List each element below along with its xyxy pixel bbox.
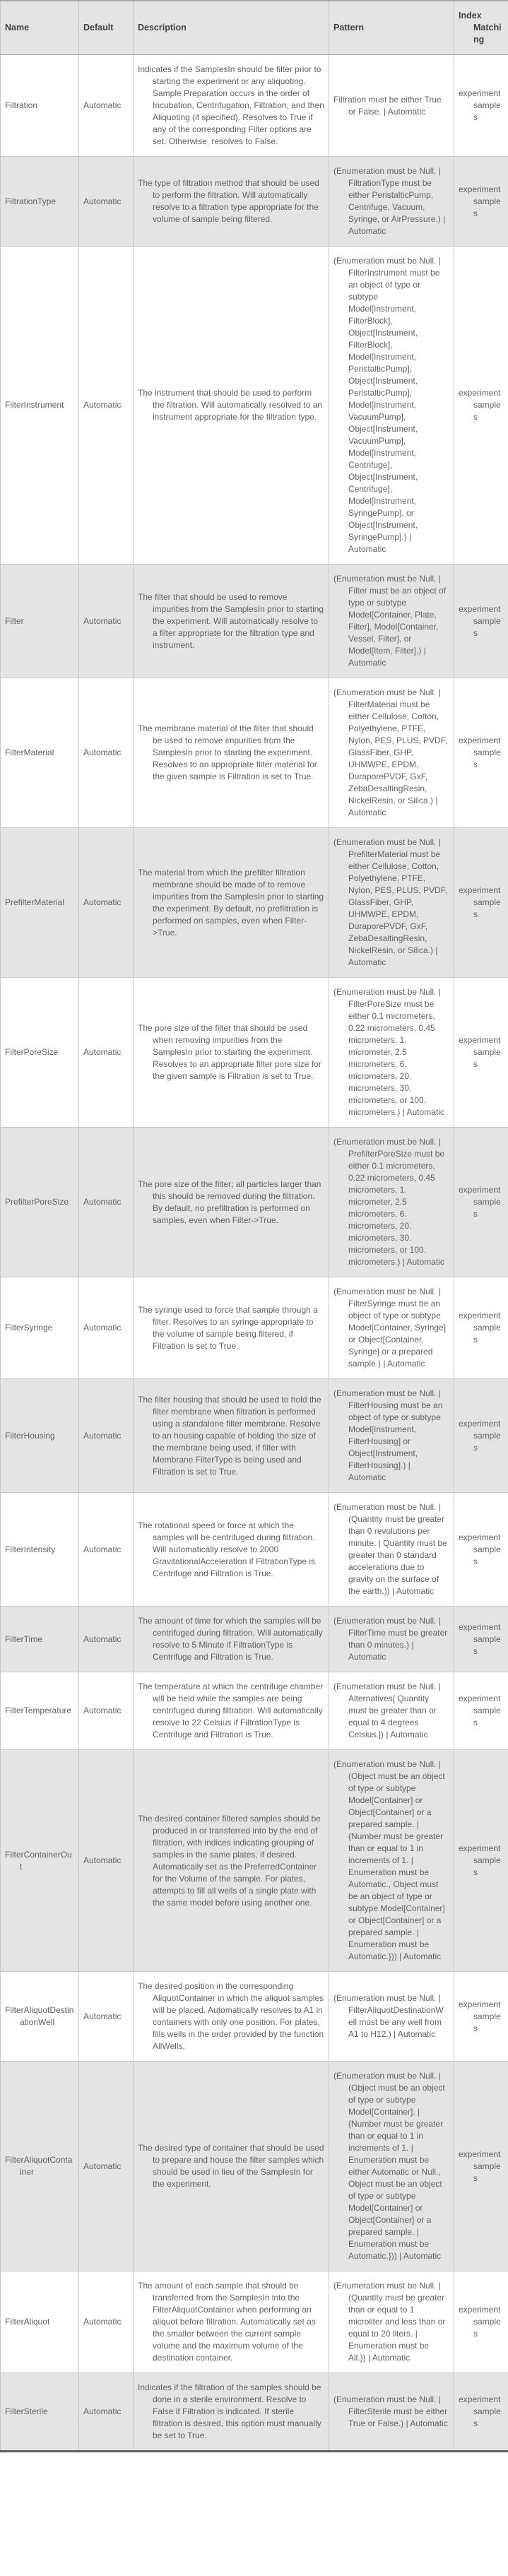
cell-index-matching [454,1750,508,1972]
cell-name-text: FilterSyringe [5,1323,53,1333]
cell-index-matching-text: experiment samples [459,2394,501,2428]
cell-index-matching [454,1493,508,1607]
cell-name [1,1750,79,1972]
cell-description-text: The syringe used to force that sample through a filter. Resolves to an syringe appropriate to the volume of sample being filtered, if Filtration is set to True. [138,1304,318,1351]
cell-name-text: FilterAliquotContainer [5,2155,73,2177]
cell-name-text: PrefilterPoreSize [5,1197,69,1207]
cell-default [79,1672,134,1750]
cell-index-matching-text: experiment samples [459,1694,501,1727]
cell-pattern-text: (Enumeration must be Null. | PrefilterPoreSize must be either 0.1 micrometers, 0.22 micrometers, 0.45 micrometers, 1. micrometer, 2.5 micrometers, 6. micrometers, 20. micrometers, 30. micrometers, or 100. micrometers.) | Automatic [333,1137,445,1267]
cell-default [79,978,134,1128]
table-row [1,1277,508,1379]
table-row [1,1750,508,1972]
column-header-pattern [329,1,454,55]
cell-index-matching-text: experiment samples [459,2149,501,2183]
cell-index-matching-text: experiment samples [459,1999,501,2033]
cell-default-text: Automatic [83,1323,122,1333]
cell-description [134,1277,329,1379]
cell-name-text: FilterHousing [5,1430,55,1441]
cell-default [79,1379,134,1493]
cell-default-text: Automatic [83,1633,122,1644]
cell-name [1,978,79,1128]
table-row [1,1972,508,2062]
cell-index-matching-text: experiment samples [459,2305,501,2339]
cell-name-text: FilterPoreSize [5,1047,59,1057]
column-header-index-matching-label: Index Matching [459,11,502,45]
cell-description-text: The filter housing that should be used to hold the filter membrane when filtration is performed using a standalone filter membrane. Resolve to an housing capable of holding the size of the membrane being used, if filter with Membrane FilterType is being used and Filtration is set to True. [138,1394,321,1477]
cell-index-matching-text: experiment samples [459,1532,501,1566]
cell-default-text: Automatic [83,2161,122,2171]
cell-index-matching [454,678,508,828]
cell-name-text: FilterContainerOut [5,1849,72,1872]
cell-pattern-text: (Enumeration must be Null. | FilterSterile must be either True or False.) | Automatic [333,2394,448,2428]
cell-name [1,1672,79,1750]
cell-pattern [329,678,454,828]
cell-index-matching-text: experiment samples [459,88,501,122]
cell-default-text: Automatic [83,2406,122,2416]
cell-name [1,1493,79,1607]
cell-description [134,1750,329,1972]
cell-pattern [329,2062,454,2271]
cell-name [1,828,79,978]
cell-description [134,2271,329,2373]
cell-index-matching [454,2062,508,2271]
cell-description-text: Indicates if the filtration of the samples should be done in a sterile environment. Resolve to False if Filtration is indicated. If sterile filtration is desired, this option must manually be set to True. [138,2382,321,2440]
cell-name [1,2062,79,2271]
cell-index-matching-text: experiment samples [459,184,501,218]
cell-description [134,157,329,247]
cell-index-matching [454,1379,508,1493]
cell-default [79,1277,134,1379]
cell-default-text: Automatic [83,1197,122,1207]
cell-index-matching [454,1607,508,1672]
cell-index-matching-text: experiment samples [459,1843,501,1877]
cell-index-matching [454,565,508,678]
cell-pattern [329,1128,454,1277]
cell-default [79,55,134,157]
cell-pattern-text: (Enumeration must be Null. | FilterAliquotDestinationWell must be any well from A1 to H12.) | Automatic [333,1993,444,2039]
column-header-description-label: Description [138,23,187,33]
cell-pattern-text: (Enumeration must be Null. | FilterMaterial must be either Cellulose, Cotton, Polyethylene, PTFE, Nylon, PES, PLUS, PVDF, GlassFiber, GHP, UHMWPE, EPDM, DuraporePVDF, GxF, ZebaDesaltingResin, NickelResin, or Silica.) | Automatic [333,687,448,817]
cell-pattern [329,1277,454,1379]
cell-default-text: Automatic [83,1855,122,1865]
cell-pattern-text: (Enumeration must be Null. | (Quantity must be greater than 0 revolutions per minute. | Quantity must be greater than 0 standard accelerations due to gravity on the surface of the earth.)) | Automatic [333,1502,447,1596]
cell-description [134,2062,329,2271]
table-row [1,978,508,1128]
cell-pattern-text: (Enumeration must be Null. | FilterSyringe must be an object of type or subtype Model[Container, Syringe] or Object[Container, Syringe] or a prepared sample.) | Automatic [333,1287,447,1369]
cell-default-text: Automatic [83,100,122,110]
cell-index-matching-text: experiment samples [459,1418,501,1453]
cell-name [1,565,79,678]
cell-description-text: The desired container filtered samples should be produced in or transferred into by the end of filtration, with indices indicating grouping of samples in the same plates, if desired. Automatically set as the PreferredContainer for the Volume of the sample. For plates, attempts to fill all wells of a single plate with the same model before using another one. [138,1813,321,1908]
cell-default [79,2271,134,2373]
cell-index-matching [454,828,508,978]
cell-pattern-text: (Enumeration must be Null. | PrefilterMaterial must be either Cellulose, Cotton, Polyethylene, PTFE, Nylon, PES, PLUS, PVDF, GlassFiber, GHP, UHMWPE, EPDM, DuraporePVDF, GxF, ZebaDesaltingResin, NickelResin, or Silica.) | Automatic [333,837,448,967]
cell-index-matching-text: experiment samples [459,603,501,638]
cell-default-text: Automatic [83,2317,122,2327]
cell-name [1,2271,79,2373]
table-header [1,1,508,55]
cell-default [79,1972,134,2062]
cell-default-text: Automatic [83,2011,122,2021]
table-row [1,1493,508,1607]
table-row [1,2271,508,2373]
cell-description-text: The membrane material of the filter that should be used to remove impurities from the SamplesIn prior to starting the experiment. Resolves to an appropriate filter material for the given sample is Filtration is set to True. [138,723,317,781]
cell-description-text: The desired type of container that should be used to prepare and house the filter samples which should be used in lieu of the SamplesIn for the experiment. [138,2143,324,2189]
cell-description [134,565,329,678]
cell-description [134,1379,329,1493]
cell-default-text: Automatic [83,1544,122,1554]
cell-pattern-text: Filtration must be either True or False. | Automatic [333,94,442,117]
cell-default [79,2062,134,2271]
cell-name [1,2373,79,2452]
cell-index-matching [454,2271,508,2373]
column-header-name [1,1,79,55]
cell-pattern [329,1672,454,1750]
cell-description-text: The type of filtration method that should be used to perform the filtration. Will automatically resolve to a filtration type appropriate for the volume of sample being filtered. [138,178,319,224]
cell-default [79,565,134,678]
cell-description-text: The filter that should be used to remove impurities from the SamplesIn prior to starting the experiment. Will automatically resolve to a filter appropriate for the filtration type and instrument. [138,591,324,650]
cell-index-matching-text: experiment samples [459,1311,501,1345]
table-row [1,2373,508,2452]
cell-pattern-text: (Enumeration must be Null. | FilterPoreSize must be either 0.1 micrometers, 0.22 micrometers, 0.45 micrometers, 1. micrometer, 2.5 micrometers, 6. micrometers, 20. micrometers, 30. micrometers, or 100. micrometers.) | Automatic [333,987,444,1117]
cell-pattern-text: (Enumeration must be Null. | FilterTime must be greater than 0 minutes.) | Automatic [333,1616,448,1662]
cell-name-text: FilterSterile [5,2406,48,2416]
cell-name [1,1277,79,1379]
cell-description-text: The instrument that should be used to perform the filtration. Will automatically resolved to an instrument appropriate for the filtration type. [138,388,323,422]
header-row [1,1,508,55]
cell-name-text: FilterAliquotDestinationWell [5,2005,74,2027]
cell-description [134,1672,329,1750]
cell-description-text: Indicates if the SamplesIn should be filter prior to starting the experiment or any aliquoting. Sample Preparation occurs in the order of Incubation, Centrifugation, Filtration, and then Aliquoting (if specified). Resolves to True if any of the corresponding Filter options are set. Otherwise, resolves to False. [138,64,324,146]
cell-index-matching-text: experiment samples [459,1035,501,1069]
cell-default-text: Automatic [83,400,122,410]
cell-name-text: FilterMaterial [5,748,54,757]
cell-pattern-text: (Enumeration must be Null. | FiltrationType must be either PeristalticPump, Centrifuge, Vacuum, Syringe, or AirPressure.) | Automatic [333,166,446,236]
cell-description [134,55,329,157]
cell-description-text: The amount of time for which the samples will be centrifuged during filtration. Will automatically resolve to 5 Minute if FiltrationType is Centrifuge and Filtration is True. [138,1616,323,1662]
cell-pattern [329,1379,454,1493]
cell-default [79,1493,134,1607]
cell-default-text: Automatic [83,1430,122,1441]
cell-name-text: Filter [5,615,24,626]
column-header-default [79,1,134,55]
cell-description-text: The temperature at which the centrifuge chamber will be held while the samples are being centrifuged during filtration. Will automatically resolve to 22 Celsius if FiltrationType is Centrifuge and Filtration is True. [138,1682,324,1739]
cell-default [79,1128,134,1277]
cell-pattern-text: (Enumeration must be Null. | Alternatives[ Quantity must be greater than or equal to 4 degrees Celsius.]) | Automatic [333,1682,441,1739]
cell-index-matching [454,1277,508,1379]
cell-default-text: Automatic [83,897,122,907]
table-row [1,1607,508,1672]
cell-pattern [329,157,454,247]
cell-default-text: Automatic [83,196,122,206]
cell-pattern [329,978,454,1128]
cell-index-matching [454,55,508,157]
cell-description [134,678,329,828]
cell-name-text: FiltrationType [5,196,57,206]
column-header-pattern-label: Pattern [333,23,365,33]
table-row [1,565,508,678]
cell-name-text: FilterInstrument [5,400,64,410]
table-row [1,2062,508,2271]
cell-index-matching-text: experiment samples [459,1621,501,1656]
cell-pattern [329,2271,454,2373]
table-row [1,157,508,247]
table-row [1,247,508,565]
cell-index-matching [454,978,508,1128]
column-header-index-matching [454,1,508,55]
cell-name-text: FilterIntensity [5,1544,56,1554]
cell-description-text: The desired position in the corresponding AliquotContainer in which the aliquot samples will be placed. Automatically resolves to A1 in containers with only one position. For plates, fills wells in the order provided by the function AllWells. [138,1981,324,2051]
table-row [1,55,508,157]
cell-pattern-text: (Enumeration must be Null. | Filter must be an object of type or subtype Model[Container, Plate, Filter], Model[Container, Vessel, Filter], or Model[Item, Filter].) | Automatic [333,574,447,668]
cell-default-text: Automatic [83,748,122,757]
cell-default [79,2373,134,2452]
column-header-default-label: Default [83,23,114,33]
cell-description [134,1972,329,2062]
table-row [1,678,508,828]
cell-description-text: The pore size of the filter; all particles larger than this should be removed during the filtration. By default, no prefiltration is performed on samples, even when Filter->True. [138,1178,321,1225]
cell-pattern [329,565,454,678]
cell-pattern [329,2373,454,2452]
cell-description-text: The rotational speed or force at which the samples will be centrifuged during filtration. Will automatically resolve to 2000 GravitationalAcceleration if FiltrationType is Centrifuge and Filtration is True. [138,1520,316,1578]
cell-name [1,678,79,828]
cell-pattern [329,1750,454,1972]
cell-default [79,828,134,978]
cell-description [134,247,329,565]
cell-description-text: The material from which the prefilter filtration membrane should be made of to remove impurities from the SamplesIn prior to starting the experiment. By default, no prefiltration is performed on samples, even when Filter->True. [138,867,324,938]
cell-pattern [329,1607,454,1672]
cell-description [134,978,329,1128]
cell-pattern-text: (Enumeration must be Null. | FilterInstrument must be an object of type or subtype Model[Instrument, FilterBlock], Object[Instrument, FilterBlock], Model[Instrument, PeristalticPump], Object[Instrument, PeristalticPump], Model[Instrument, VacuumPump], Object[Instrument, VacuumPump], Model[Instrument, Centrifuge], Object[Instrument, Centrifuge], Model[Instrument, SyringePump], or Object[Instrument, SyringePump].) | Automatic [333,256,441,554]
table-body [1,55,508,2452]
cell-description [134,1607,329,1672]
cell-name-text: Filtration [5,100,38,110]
cell-name-text: FilterAliquot [5,2317,50,2327]
table-row [1,1672,508,1750]
cell-index-matching [454,1672,508,1750]
cell-default [79,1607,134,1672]
cell-name [1,1607,79,1672]
cell-pattern-text: (Enumeration must be Null. | FilterHousing must be an object of type or subtype Model[Instrument, FilterHousing] or Object[Instrument, FilterHousing].) | Automatic [333,1388,443,1482]
cell-name [1,157,79,247]
cell-index-matching [454,2373,508,2452]
cell-name [1,55,79,157]
cell-index-matching-text: experiment samples [459,388,501,422]
cell-description [134,1493,329,1607]
cell-default-text: Automatic [83,1706,122,1715]
cell-description-text: The amount of each sample that should be transferred from the SamplesIn into the FilterAliquotContainer when performing an aliquot before filtration. Automatically set as the smaller between the current sample volume and the maximum volume of the destination container. [138,2281,316,2363]
cell-name [1,1379,79,1493]
cell-description-text: The pore size of the filter that should be used when removing impurities from the SamplesIn prior to starting the experiment. Resolves to an appropriate filter pore size for the given sample is Filtration is set to True. [138,1023,321,1081]
cell-description [134,2373,329,2452]
cell-pattern [329,828,454,978]
cell-pattern [329,55,454,157]
cell-pattern [329,1493,454,1607]
column-header-description [134,1,329,55]
cell-pattern-text: (Enumeration must be Null. | (Object must be an object of type or subtype Model[Container] or Object[Container] or a prepared sample. | {Number must be greater than or equal to 1 in increments of 1. | Enumeration must be Automatic., Object must be an object of type or subtype Model[Container] or Object[Container] or a prepared sample. | Enumeration must be Automatic.})) | Automatic [333,1759,445,1961]
cell-index-matching-text: experiment samples [459,735,501,769]
cell-index-matching-text: experiment samples [459,1185,501,1219]
cell-description [134,828,329,978]
cell-index-matching [454,247,508,565]
cell-name [1,1972,79,2062]
table-row [1,828,508,978]
cell-pattern [329,247,454,565]
cell-default [79,247,134,565]
cell-index-matching-text: experiment samples [459,885,501,919]
cell-default-text: Automatic [83,1047,122,1057]
cell-pattern-text: (Enumeration must be Null. | (Object must be an object of type or subtype Model[Container]. | {Number must be greater than or equal to 1 in increments of 1. | Enumeration must be either Automatic or Null., Object must be an object of type or subtype Model[Container] or Object[Container] or a prepared sample. | Enumeration must be Automatic.})) | Automatic [333,2071,445,2261]
cell-name [1,247,79,565]
cell-pattern-text: (Enumeration must be Null. | (Quantity must be greater than or equal to 1 microliter and less than or equal to 20 liters. | Enumeration must be All.)) | Automatic [333,2281,446,2363]
cell-name-text: FilterTemperature [5,1706,72,1715]
cell-name-text: FilterTime [5,1633,42,1644]
cell-index-matching [454,157,508,247]
cell-pattern [329,1972,454,2062]
cell-index-matching [454,1128,508,1277]
cell-index-matching [454,1972,508,2062]
cell-default-text: Automatic [83,615,122,626]
table-row [1,1379,508,1493]
table-row [1,1128,508,1277]
cell-name-text: PrefilterMaterial [5,897,65,907]
column-header-name-label: Name [5,23,30,33]
cell-default [79,678,134,828]
cell-default [79,157,134,247]
cell-default [79,1750,134,1972]
cell-name [1,1128,79,1277]
cell-description [134,1128,329,1277]
